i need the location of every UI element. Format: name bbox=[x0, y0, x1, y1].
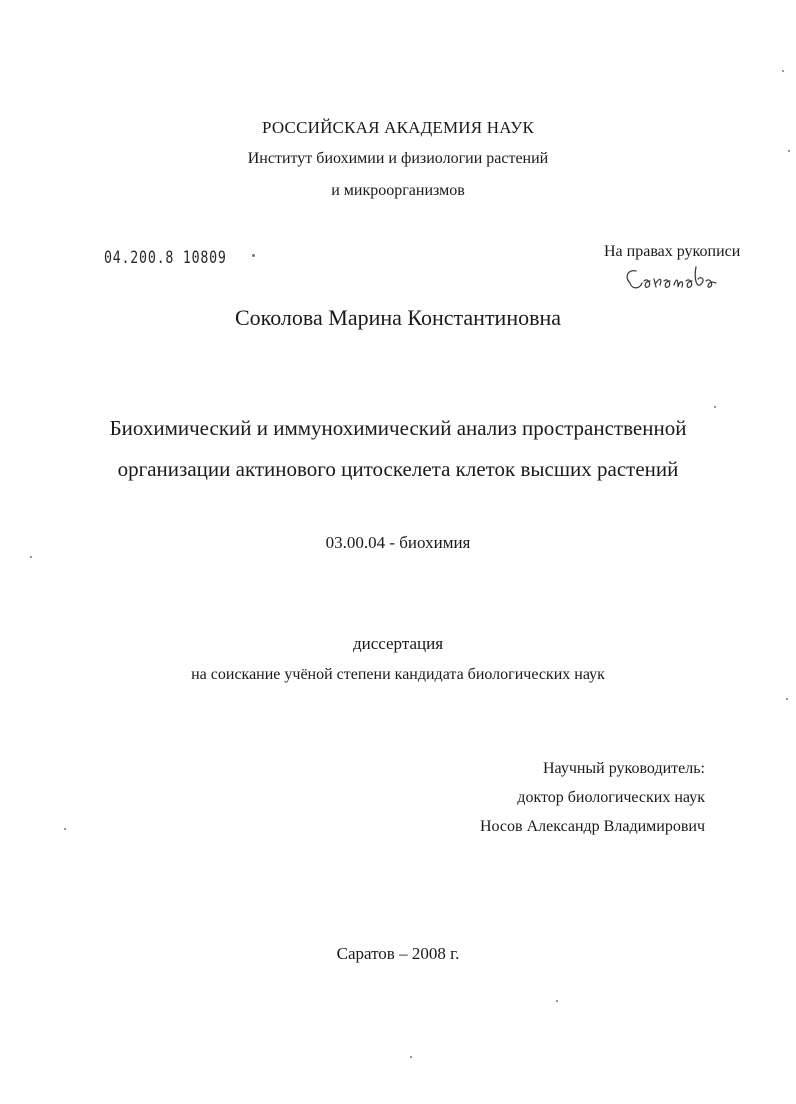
scan-speck bbox=[252, 254, 255, 257]
scan-speck bbox=[64, 828, 66, 830]
scan-speck bbox=[714, 406, 716, 408]
scan-speck bbox=[782, 70, 784, 72]
degree-sought: на соискание учёной степени кандидата биологических наук bbox=[191, 666, 605, 683]
author-signature bbox=[622, 263, 722, 299]
thesis-title-line1: Биохимический и иммунохимический анализ пространственной bbox=[109, 416, 687, 440]
author-name: Соколова Марина Константиновна bbox=[234, 305, 562, 330]
city-year: Саратов – 2008 г. bbox=[336, 944, 460, 963]
supervisor-degree: доктор биологических наук bbox=[517, 789, 705, 806]
scan-speck bbox=[30, 556, 32, 558]
specialty-code: 03.00.04 - биохимия bbox=[325, 533, 471, 552]
document-type: диссертация bbox=[352, 634, 444, 653]
scan-speck bbox=[556, 1000, 558, 1002]
scan-speck bbox=[410, 1056, 412, 1058]
registration-stamp: 04.200.8 10809 bbox=[104, 248, 227, 268]
institute-name-line2: и микроорганизмов bbox=[331, 182, 465, 199]
academy-name: РОССИЙСКАЯ АКАДЕМИЯ НАУК bbox=[261, 118, 534, 137]
institute-name-line1: Институт биохимии и физиологии растений bbox=[247, 150, 549, 167]
thesis-title-line2: организации актинового цитоскелета клеток высших растений bbox=[117, 457, 679, 481]
supervisor-name: Носов Александр Владимирович bbox=[479, 818, 705, 835]
manuscript-rights-label: На правах рукописи bbox=[604, 243, 741, 260]
scan-speck bbox=[786, 698, 788, 700]
supervisor-label: Научный руководитель: bbox=[542, 760, 705, 777]
scan-speck bbox=[788, 150, 790, 152]
